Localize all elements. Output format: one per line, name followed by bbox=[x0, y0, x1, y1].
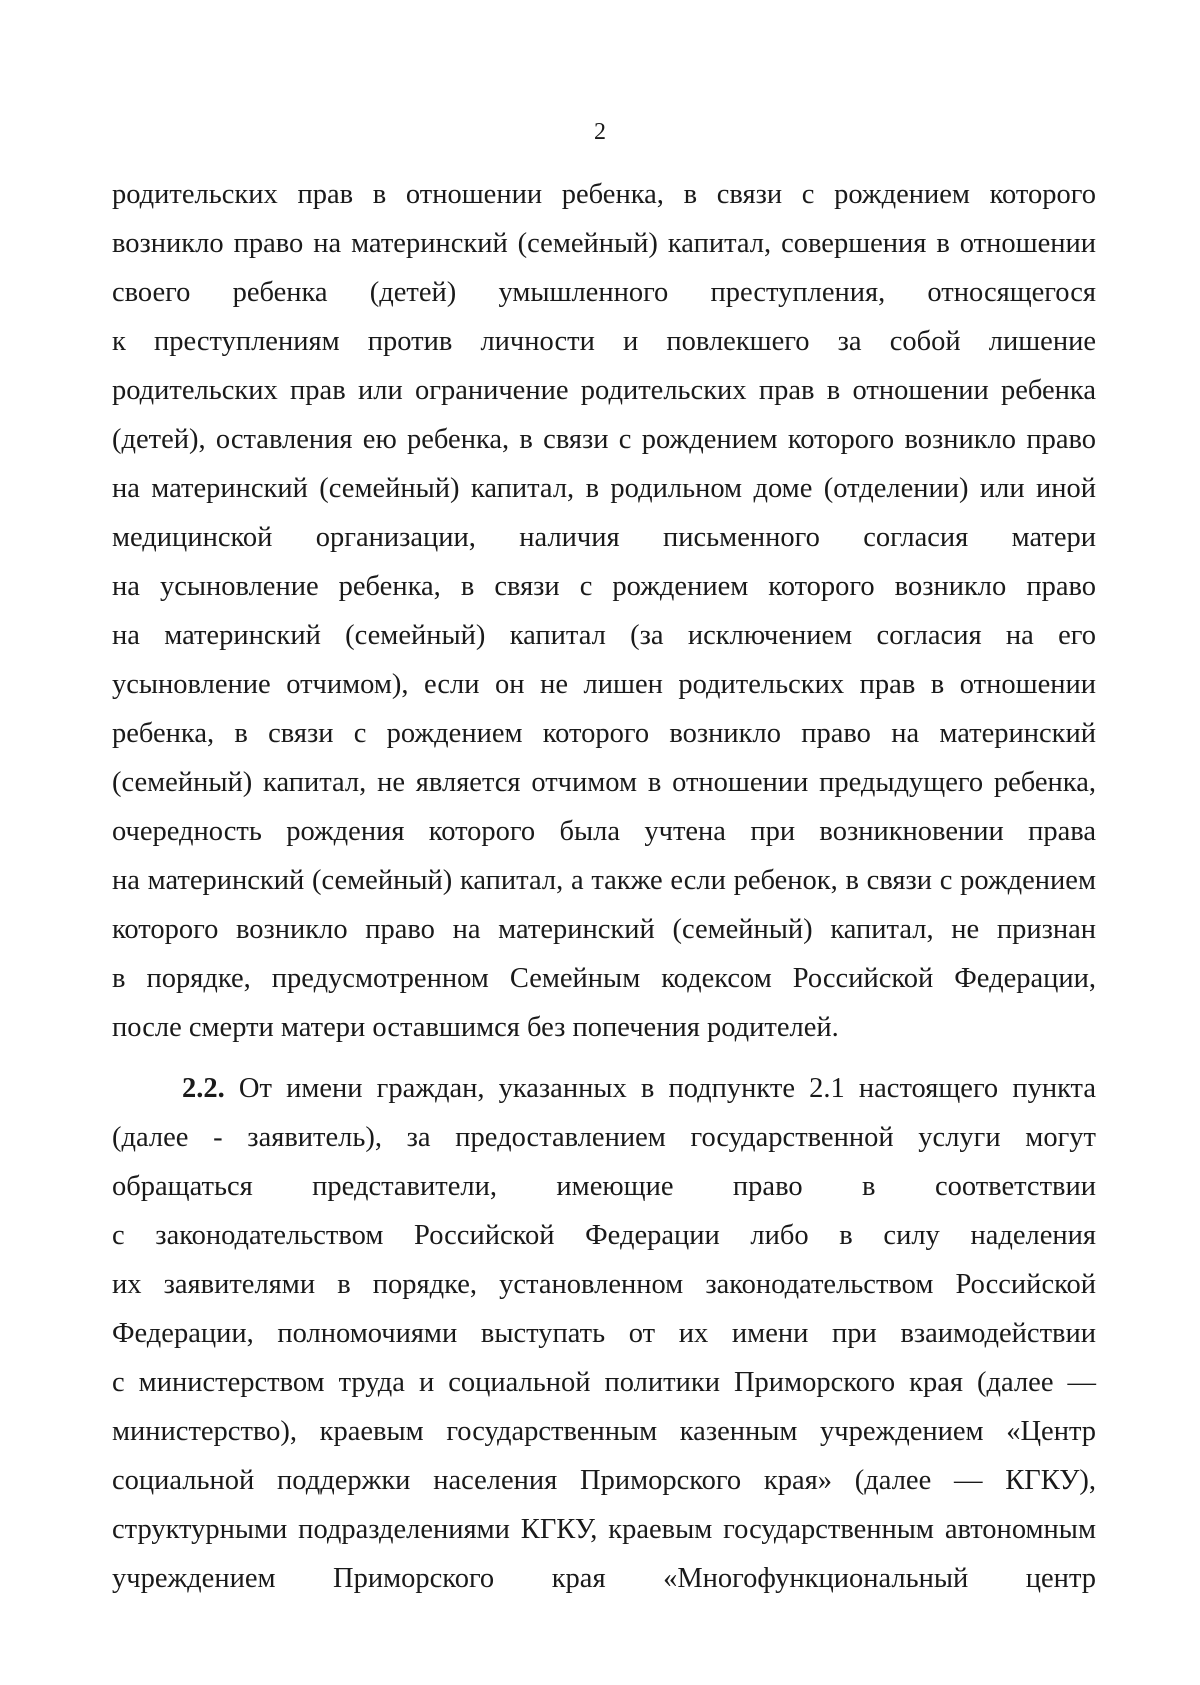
text-line: (далее - заявитель), за предоставлением государственной услуги могут bbox=[112, 1122, 1096, 1153]
text-line: медицинской организации, наличия письменного согласия матери bbox=[112, 522, 1096, 553]
text-line: на усыновление ребенка, в связи с рождением которого возникло право bbox=[112, 571, 1096, 602]
paragraph-first-line-text: От имени граждан, указанных в подпункте 2.1 настоящего пункта bbox=[224, 1073, 1096, 1104]
text-line: на материнский (семейный) капитал (за исключением согласия на его bbox=[112, 620, 1096, 651]
text-line: после смерти матери оставшимся без попечения родителей. bbox=[112, 1012, 839, 1043]
text-line: на материнский (семейный) капитал, в родильном доме (отделении) или иной bbox=[112, 473, 1096, 504]
text-line: социальной поддержки населения Приморского края» (далее — КГКУ), bbox=[112, 1465, 1096, 1496]
text-line: (детей), оставления ею ребенка, в связи с рождением которого возникло право bbox=[112, 424, 1096, 455]
page-number: 2 bbox=[594, 119, 606, 145]
text-line: родительских прав в отношении ребенка, в связи с рождением которого bbox=[112, 179, 1096, 210]
text-line: с министерством труда и социальной политики Приморского края (далее — bbox=[112, 1367, 1096, 1398]
text-line: их заявителями в порядке, установленном законодательством Российской bbox=[112, 1269, 1096, 1300]
text-line: своего ребенка (детей) умышленного преступления, относящегося bbox=[112, 277, 1096, 308]
text-line: с законодательством Российской Федерации либо в силу наделения bbox=[112, 1220, 1096, 1251]
text-line: очередность рождения которого была учтена при возникновении права bbox=[112, 816, 1096, 847]
text-line: возникло право на материнский (семейный) капитал, совершения в отношении bbox=[112, 228, 1096, 259]
paragraph-continuation bbox=[112, 170, 1096, 1052]
text-line: Федерации, полномочиями выступать от их имени при взаимодействии bbox=[112, 1318, 1096, 1349]
text-line: родительских прав или ограничение родительских прав в отношении ребенка bbox=[112, 375, 1096, 406]
text-line: на материнский (семейный) капитал, а также если ребенок, в связи с рождением bbox=[112, 865, 1096, 896]
text-line: которого возникло право на материнский (семейный) капитал, не признан bbox=[112, 914, 1096, 945]
text-line: к преступлениям против личности и повлекшего за собой лишение bbox=[112, 326, 1096, 357]
text-line: усыновление отчимом), если он не лишен родительских прав в отношении bbox=[112, 669, 1096, 700]
paragraph-2-2 bbox=[112, 1064, 1096, 1603]
text-line: ребенка, в связи с рождением которого возникло право на материнский bbox=[112, 718, 1096, 749]
paragraph-first-line bbox=[112, 1064, 1096, 1113]
text-line: (семейный) капитал, не является отчимом в отношении предыдущего ребенка, bbox=[112, 767, 1096, 798]
text-line: обращаться представители, имеющие право в соответствии bbox=[112, 1171, 1096, 1202]
paragraph-number: 2.2. bbox=[182, 1073, 225, 1104]
text-line: в порядке, предусмотренном Семейным кодексом Российской Федерации, bbox=[112, 963, 1096, 994]
text-line: учреждением Приморского края «Многофункциональный центр bbox=[112, 1563, 1096, 1594]
text-line: министерство), краевым государственным казенным учреждением «Центр bbox=[112, 1416, 1096, 1447]
text-line: структурными подразделениями КГКУ, краевым государственным автономным bbox=[112, 1514, 1096, 1545]
